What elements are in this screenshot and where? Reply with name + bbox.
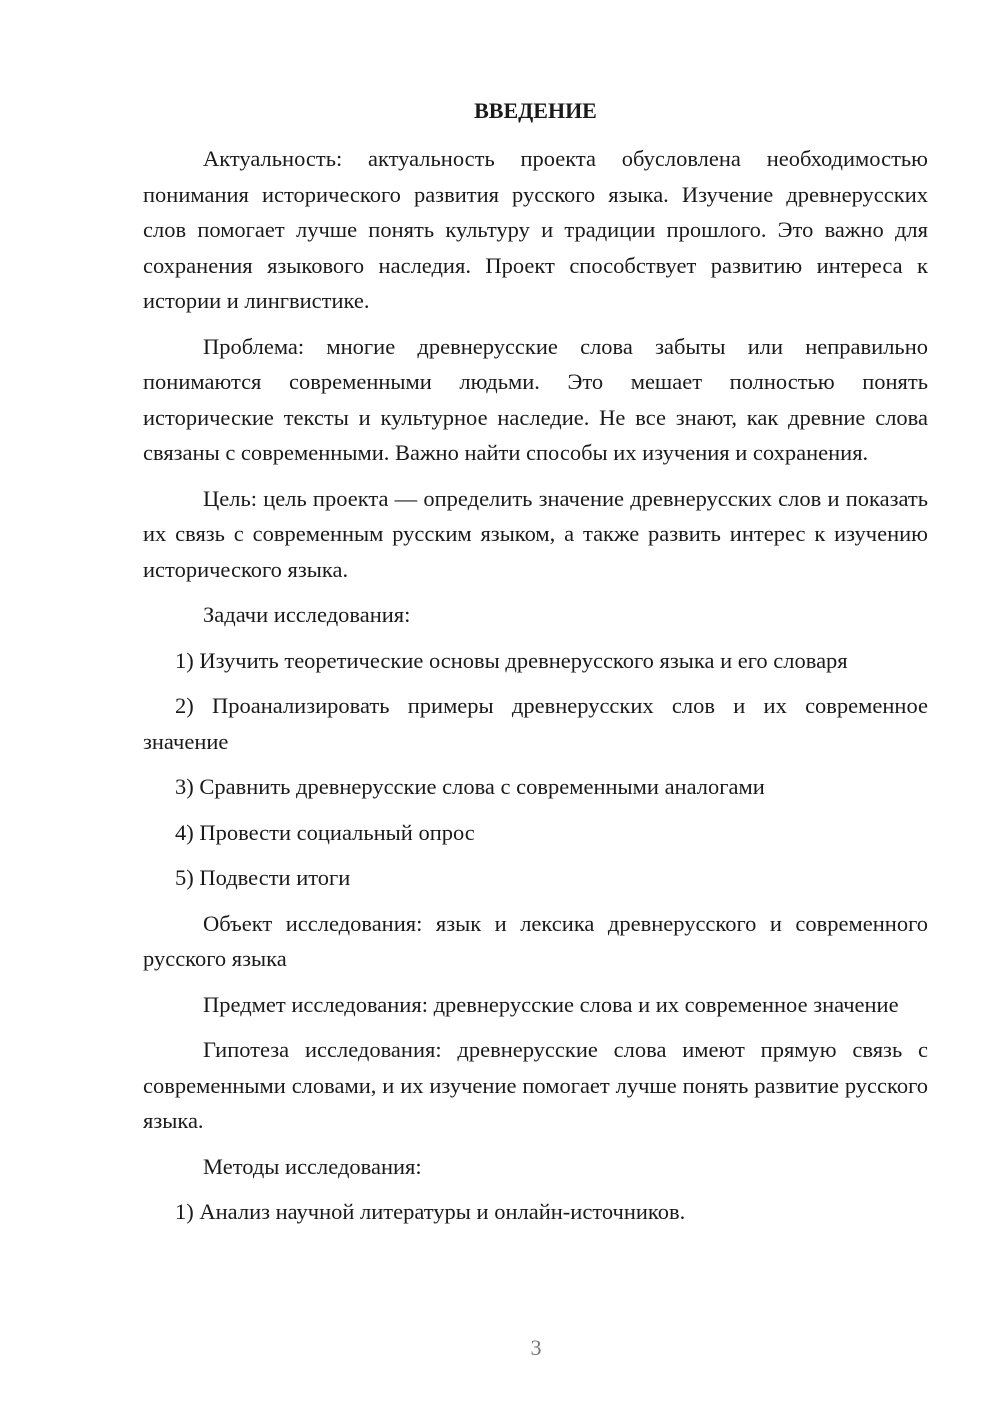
subject-paragraph: Предмет исследования: древнерусские слова и их современное значение [203, 991, 899, 1017]
page-number: 3 [530, 1335, 542, 1360]
relevance-paragraph: Актуальность: актуальность проекта обусловлена необходимостью понимания исторического развития русского языка. Изучение древнерусских слов помогает лучше понять культуру и традиции прошлого. Это важно для сохранения языкового наследия. Проект способствует развитию интереса к истории и лингвистике. [143, 146, 928, 313]
methods-heading: Методы исследования: [203, 1153, 422, 1179]
hypothesis-paragraph: Гипотеза исследования: древнерусские слова имеют прямую связь с современными словами, и их изучение помогает лучше понять развитие русского языка. [143, 1037, 928, 1133]
method-item-1: 1) Анализ научной литературы и онлайн-источников. [175, 1199, 686, 1224]
task-item-3: 3) Сравнить древнерусские слова с современными аналогами [175, 774, 765, 799]
task-item-2: 2) Проанализировать примеры древнерусских слов и их современное значение [143, 693, 928, 754]
task-item-1: 1) Изучить теоретические основы древнерусского языка и его словаря [175, 647, 848, 673]
task-item-4: 4) Провести социальный опрос [175, 819, 475, 845]
tasks-heading: Задачи исследования: [203, 602, 411, 627]
page-title: ВВЕДЕНИЕ [474, 98, 597, 123]
object-paragraph: Объект исследования: язык и лексика древнерусского и современного русского языка [143, 910, 928, 971]
task-item-5: 5) Подвести итоги [175, 865, 351, 890]
goal-paragraph: Цель: цель проекта — определить значение древнерусских слов и показать их связь с современным русским языком, а также развить интерес к изучению исторического языка. [143, 485, 928, 582]
problem-paragraph: Проблема: многие древнерусские слова забыты или неправильно понимаются современными людьми. Это мешает полностью понять исторические тексты и культурное наследие. Не все знают, как древние слова связаны с современными. Важно найти способы их изучения и сохранения. [143, 333, 928, 465]
page-content [143, 93, 928, 1240]
